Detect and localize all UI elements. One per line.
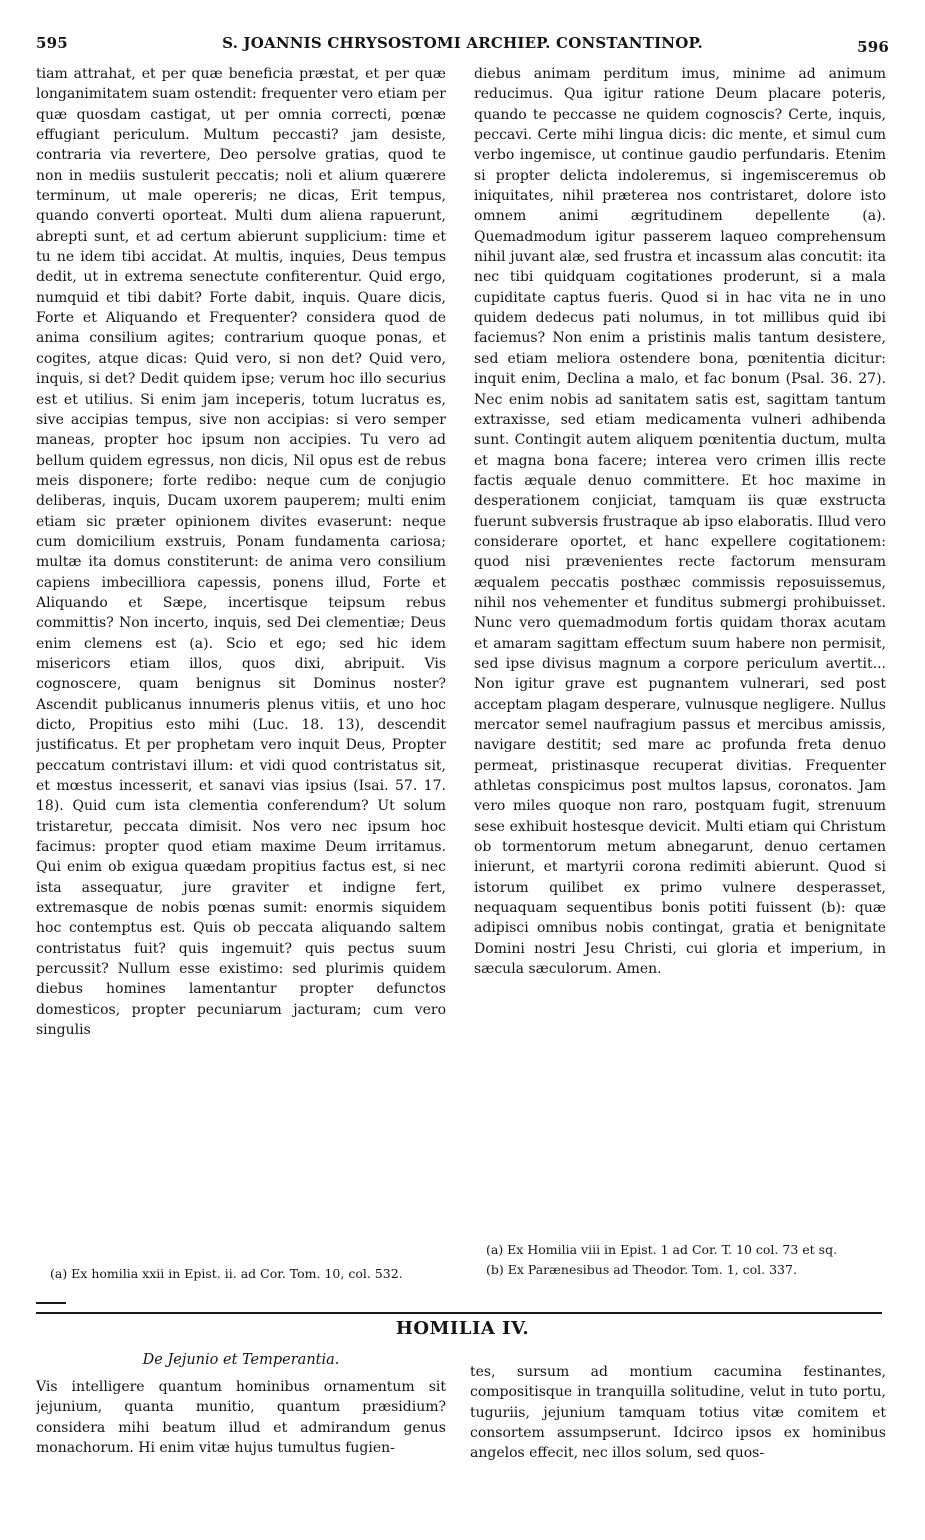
running-title: S. JOANNIS CHRYSOSTOMI ARCHIEP. CONSTANTINOP. [222, 34, 703, 52]
footnote-right-a: (a) Ex Homilia viii in Epist. 1 ad Cor. T. 10 col. 73 et sq. [486, 1242, 838, 1257]
short-rule [36, 1302, 66, 1304]
homily-title: HOMILIA IV. [395, 1318, 530, 1339]
homily-left-column [36, 1377, 446, 1497]
right-column-text: diebus animam perditum imus, minime ad animum reducimus. Qua igitur ratione Deum placare poteris, quando te peccasse ne quidem cognoscis? Certe, inquis, peccavi. Certe mihi lingua dicis: dic mente, et simul cum verbo ingemisce, ut continue gaudio perfundaris. Etenim si propter delicta indoleremus, si ingemisceremus ob iniquitates, nihil præterea nos contristaret, dolore isto omnem animi ægritudinem depellente (a). Quemadmodum igitur passerem laqueo comprehensum nihil juvant alæ, sed frustra et incassum alas concutit: ita nec tibi quidquam cogitationes proderunt, si a mala cupiditate captus fueris. Quod si in hac vita ne in uno quidem dedecus pati nolumus, in tot millibus quid ibi faciemus? Non enim a pristinis malis tantum desistere, sed etiam meliora ostendere bona, pœnitentia dicitur: inquit enim, Declina a malo, et fac bonum (Psal. 36. 27). Nec enim nobis ad sanitatem satis est, sagittam tantum extraxisse, sed etiam medicamenta vulneri adhibenda sunt. Contingit autem aliquem pœnitentia ductum, multa et magna bona facere; interea vero crimen illis recte factis æquale denuo committere. Et hoc maxime in desperationem conjiciat, tamquam iis quæ exstructa fuerunt subversis frustraque ab ipso elaboratis. Illud vero considerare oportet, et hanc expellere cogitationem: quod nisi prævenientes recte factorum mensuram æqualem peccatis posthæc commissis reposuissemus, nihil nos vehementer et funditus submergi prohibuisset. Nunc vero quemadmodum fortis quidam thorax acutam et amaram sagittam effectum suum habere non permisit, sed ipse divisus magnum a corpore periculum avertit... Non igitur grave est pugnantem vulnerari, sed post acceptam plagam desperare, vulnusque negligere. Nullus mercator semel naufragium passus et mercibus amissis, navigare destitit; sed mare ac profunda freta denuo permeat, pristinasque recuperat divitias. Frequenter athletas conspicimus post multos lapsus, coronatos. Jam vero miles quoque non raro, postquam fugit, strenuum sese exhibuit hostesque devicit. Multi etiam qui Christum ob tormentorum metum abnegarunt, denuo certamen inierunt, et martyrii corona redimiti abierunt. Quod si istorum quilibet ex primo vulnere desperasset, nequaquam sequentibus bonis potiti fuissent (b): quæ adipisci omnibus nobis contingat, gratia et benignitate Domini nostri Jesu Christi, cui gloria et imperium, in sæcula sæculorum. Amen. [474, 66, 886, 978]
homily-right-column [470, 1362, 886, 1502]
section-rule [36, 1312, 882, 1314]
running-head [36, 34, 889, 60]
footnote-right-b: (b) Ex Parænesibus ad Theodor. Tom. 1, col. 337. [486, 1262, 797, 1277]
footnotes-right [486, 1240, 876, 1280]
homily-right-text: tes, sursum ad montium cacumina festinantes, compositisque in tranquilla solitudine, velut in tuto portu, tuguriis, jejunium tamquam totius vitæ comitem et consortem assumpserunt. Idcirco ipsos ex hominibus angelos effecit, nec illos solum, sed quos- [470, 1364, 886, 1462]
page-number-right: 596 [857, 38, 889, 56]
homily-left-text: Vis intelligere quantum hominibus ornamentum sit jejunium, quanta munitio, quantum præsidium? considera mihi beatum illud et admirandum genus monachorum. Hi enim vitæ hujus tumultus fugien- [36, 1379, 446, 1457]
left-column [36, 64, 446, 1259]
right-column [474, 64, 886, 1224]
page-number-left: 595 [36, 34, 68, 52]
left-column-text: tiam attrahat, et per quæ beneficia præstat, et per quæ longanimitatem suam ostendit: frequenter vero etiam per quæ quosdam castigat, ut per omnia correcti, pœnæ effugiant periculum. Multum peccasti? jam desiste, contraria via revertere, Deo persolve gratias, quod te non in mediis sustulerit peccatis; noli et alium quærere terminum, ut male opereris; ne dicas, Erit tempus, quando converti oporteat. Multi dum aliena rapuerunt, abrepti sunt, et ad certum abierunt supplicium: time et tu ne idem tibi accidat. At multis, inquies, Deus tempus dedit, ut in extrema senectute confiterentur. Quid ergo, numquid et tibi dabit? Forte dabit, inquis. Quare dicis, Forte et Aliquando et Frequenter? considera quod de anima consilium agites; contrarium quoque ponas, et cogites, atque dicas: Quid vero, si non det? Quid vero, inquis, si det? Dedit quidem ipse; verum hoc illo securius est et utilius. Si enim jam inceperis, totum lucratus es, sive accipias tempus, sive non accipias: si vero semper maneas, propter hoc ipsum non accipies. Tu vero ad bellum quidem egressus, non dicis, Nil opus est de rebus meis disponere; forte redibo: neque cum de conjugio deliberas, inquis, Ducam uxorem pauperem; multi enim etiam sic præter opinionem divites evaserunt: neque cum domicilium exstruis, Ponam fundamenta cariosa; multæ ita domus constiterunt: de anima vero consilium capiens imbecilliora capessis, ponens illud, Forte et Aliquando et Sæpe, incertisque teipsum rebus committis? Non incerto, inquis, sed Dei clementiæ; Deus enim clemens est (a). Scio et ego; sed hic idem misericors etiam illos, quos dixi, abripuit. Vis cognoscere, quam benignus sit Dominus noster? Ascendit publicanus innumeris plenus vitiis, et uno hoc dicto, Propitius esto mihi (Luc. 18. 13), descendit justificatus. Et per prophetam vero inquit Deus, Propter peccatum contristavi illum: et vidi quod contristatus sit, et mœstus incesserit, et sanavi vias ipsius (Isai. 57. 17. 18). Quid cum ista clementia conferendum? Ut solum tristaretur, peccata dimisit. Nos vero nec ipsum hoc facimus: propter quod etiam maxime Deum irritamus. Qui enim ob exigua quædam propitius factus est, si nec ista assequatur, jure graviter et indigne fert, extremasque de nobis pœnas sumit: enormis siquidem hoc contemptus est. Quis ob peccata aliquando saltem contristatus fuit? quis ingemuit? quis pectus suum percussit? Nullum esse existimo: sed plurimis quidem diebus homines lamentantur propter defunctos domesticos, propter pecuniarum jacturam; cum vero singulis [36, 66, 446, 1039]
footnote-left: (a) Ex homilia xxii in Epist. ii. ad Cor. Tom. 10, col. 532. [50, 1266, 403, 1281]
homily-subtitle: De Jejunio et Temperantia. [142, 1352, 340, 1368]
